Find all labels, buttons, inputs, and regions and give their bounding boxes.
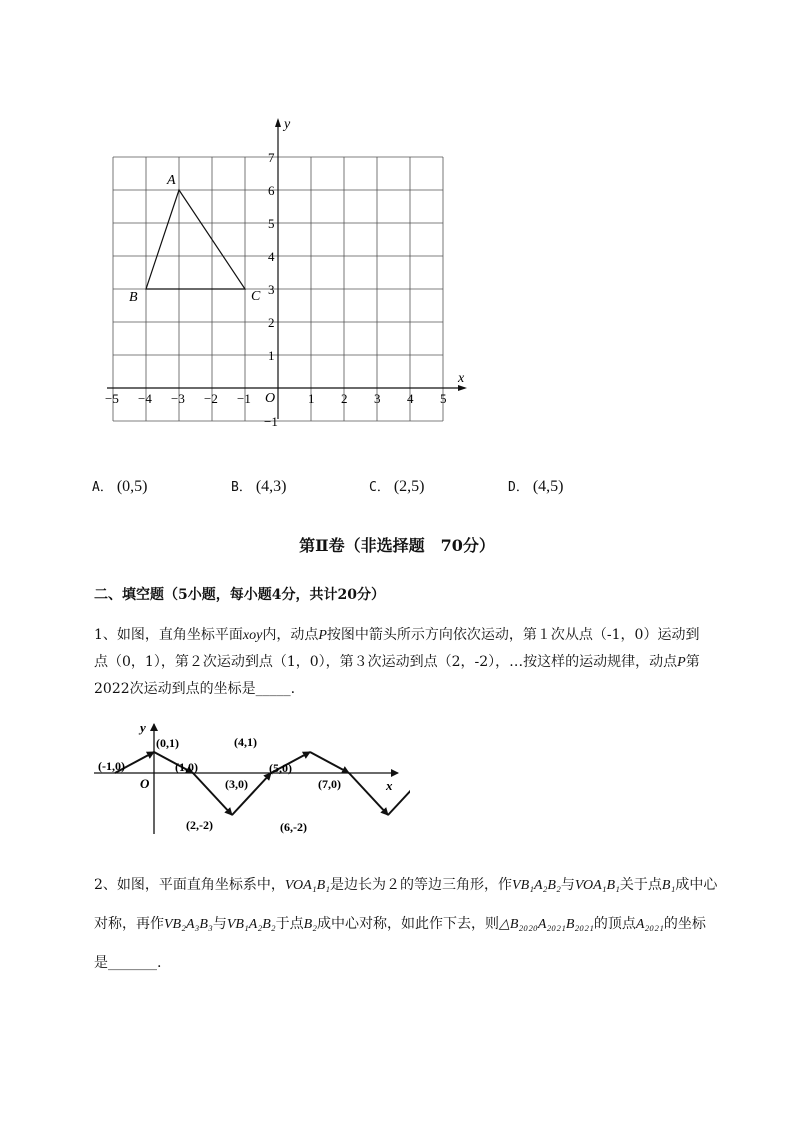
x-tick-label: −2 [204, 391, 218, 406]
answer-blank[interactable]: _______ [108, 955, 157, 971]
vertex-label-b: B [129, 290, 138, 305]
section-heading: 二、填空题（5小题，每小题4分，共计20分） [94, 587, 385, 603]
motion-arrow [310, 752, 349, 773]
x-tick-label: 4 [407, 391, 414, 406]
point-label: (3,0) [225, 777, 248, 791]
y-tick-label: 5 [268, 216, 275, 231]
motion-path [115, 752, 410, 815]
vertex-label-a: A [167, 173, 176, 188]
point-label: (6,-2) [280, 820, 307, 834]
triangle-edge [146, 190, 245, 289]
point-label: (-1,0) [98, 759, 125, 773]
y-tick-label: 2 [268, 315, 275, 330]
y-tick-label: 3 [268, 282, 275, 297]
q2-line-1: 2、如图，平面直角坐标系中，VOA₁B₁是边长为２的等边三角形，作VB₁A₂B₂与VOA₁B₁关于点B₁成中心 [94, 877, 718, 893]
point-label: (5,0) [269, 761, 292, 775]
point-label: (7,0) [318, 777, 341, 791]
point-label: (2,-2) [186, 818, 213, 832]
q1-line-2: 点（0，1），第２次运动到点（1，0），第３次运动到点（2，-2），…按这样的运动规律，动点P第 [94, 654, 700, 670]
x-tick-label: 5 [440, 391, 447, 406]
x-tick-label: 2 [341, 391, 348, 406]
x-axis-label: x [458, 371, 465, 386]
x-label: x [386, 778, 393, 793]
y-tick-label: 4 [268, 249, 275, 264]
x-tick-label: −4 [138, 391, 152, 406]
origin-label: O [265, 391, 276, 406]
point-label: (4,1) [234, 735, 257, 749]
option-b[interactable]: B． (4,3) [231, 478, 287, 495]
answer-blank[interactable]: _____ [255, 681, 291, 697]
vertex-label-c: C [251, 289, 261, 304]
question-1 [94, 622, 734, 702]
y-tick-label: 6 [268, 183, 275, 198]
x-tick-label: 3 [374, 391, 381, 406]
x-tick-label: −5 [105, 391, 119, 406]
option-a[interactable]: A． (0,5) [92, 478, 148, 495]
option-d[interactable]: D． (4,5) [508, 478, 564, 495]
x-tick-label: −3 [171, 391, 185, 406]
q1-line-3: 2022次运动到点的坐标是_____. [94, 681, 296, 697]
q2-line-2: 对称，再作VB₂A₃B₃与VB₁A₂B₂于点B₂成中心对称，如此作下去，则△B₂₀₂₀A₂₀₂₁B₂₀₂₁的顶点A₂₀₂₁的坐标 [94, 916, 706, 932]
y-axis-arrow [275, 118, 281, 127]
motion-arrow [349, 773, 388, 815]
axes [107, 118, 467, 419]
section-title: 第Ⅱ卷（非选择题 70分） [299, 536, 495, 555]
y-label: y [140, 720, 146, 735]
q2-line-3: 是_______. [94, 955, 162, 971]
origin-label: O [140, 776, 150, 791]
motion-path-figure [90, 718, 410, 838]
q1-line-1: 1、如图，直角坐标平面xoy内，动点P按图中箭头所示方向依次运动，第１次从点（-1，0）运动到 [94, 627, 700, 643]
y-axis-label: y [284, 117, 291, 132]
x-tick-label: 1 [308, 391, 315, 406]
point-label: (1,0) [175, 760, 198, 774]
y-tick-label: 7 [268, 150, 275, 165]
y-tick-label: 1 [268, 348, 275, 363]
y-tick-label: −1 [264, 414, 278, 429]
option-c[interactable]: C． (2,5) [369, 478, 425, 495]
question-2 [94, 866, 744, 982]
x-tick-label: −1 [237, 391, 251, 406]
triangle-abc [129, 173, 261, 305]
coordinate-grid-figure [100, 112, 480, 432]
point-label: (0,1) [156, 736, 179, 750]
